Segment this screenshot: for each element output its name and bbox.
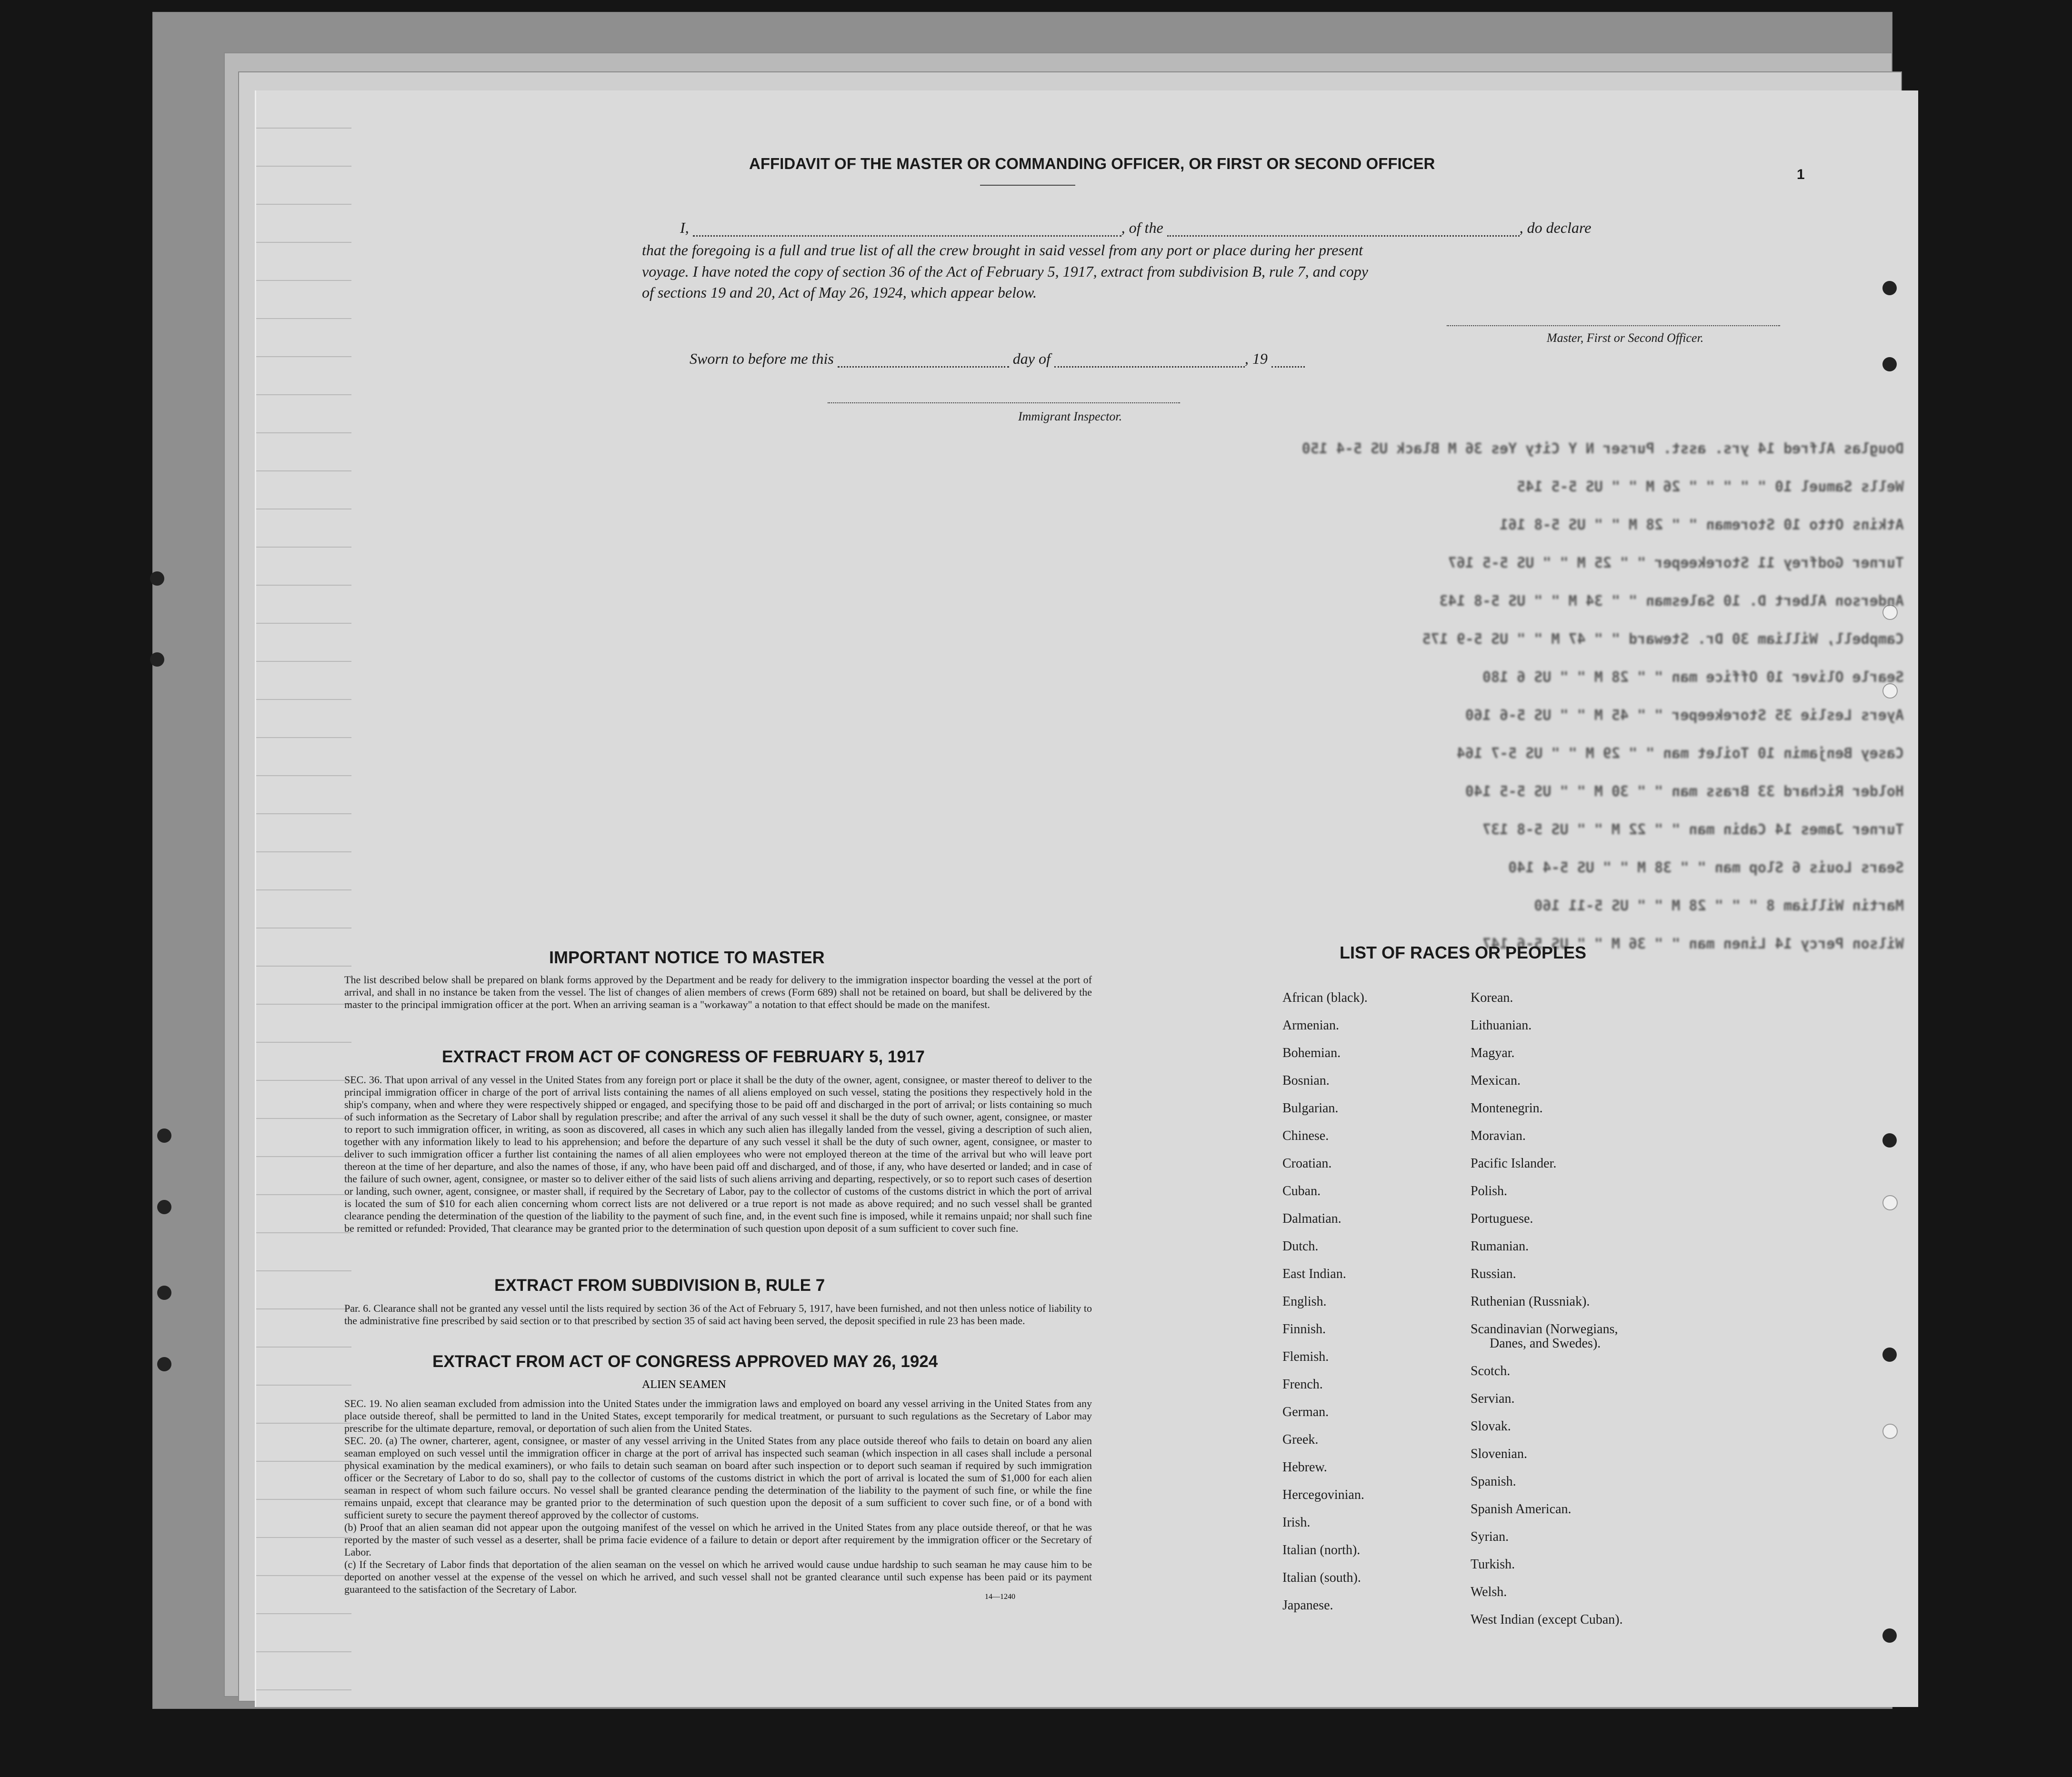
race-item: Dutch. — [1282, 1239, 1319, 1254]
race-item: Dalmatian. — [1282, 1211, 1341, 1226]
race-item: Italian (north). — [1282, 1543, 1361, 1557]
affidavit-i: I, — [680, 219, 689, 236]
bleed-row: Turner James 14 Cabin man " " 22 M " " US 5-8 137 — [1482, 821, 1904, 838]
races-title: LIST OF RACES OR PEOPLES — [1340, 943, 1587, 962]
punch-hole-icon — [1882, 1628, 1897, 1643]
race-item: Croatian. — [1282, 1156, 1332, 1171]
extract1-title: EXTRACT FROM ACT OF CONGRESS OF FEBRUARY 5, 1917 — [442, 1048, 925, 1066]
extract2-title: EXTRACT FROM SUBDIVISION B, RULE 7 — [494, 1276, 825, 1295]
race-item: Flemish. — [1282, 1349, 1329, 1364]
affidavit-line-4: of sections 19 and 20, Act of May 26, 1924, which appear below. — [642, 284, 1037, 301]
race-item: Polish. — [1471, 1184, 1508, 1198]
race-item: Italian (south). — [1282, 1570, 1361, 1585]
bleed-row: Ayers Leslie 35 Storekeeper " " 45 M " " US 5-6 160 — [1465, 707, 1904, 724]
extract1-text: SEC. 36. That upon arrival of any vessel in the United States from any foreign port or place it shall be the duty of the owner, agent, consignee, or master thereof to deliver to the principal immigration officer in charge of the port of arrival lists containing the names of all aliens employed on such vessel, stating the positions they respectively hold in the ship's company, when and where they were respectively shipped or engaged, and specifying those to be paid off and discharged in the port of arrival; or lists containing so much of such information as the Secretary of Labor shall by regulation prescribe; and after the arrival of any such vessel it shall be the duty of such owner, agent, consignee, or master to report to such immigration officer, in writing, as soon as discovered, all cases in which any such alien has illegally landed from the vessel, giving a description of such alien, together with any information likely to lead to his apprehension; and before the departure of any such vessel it shall be the duty of such owner, agent, consignee, or master to deliver to such immigration officer a further list containing the names of all alien employees who were not employed thereon at the time of the arrival but who will leave port thereon at the time of her departure, and also the names of those, if any, who have been paid off and discharged, and of those, if any, who have deserted or landed; and in case of the failure of such owner, agent, consignee, or master so to deliver either of the said lists of such aliens arriving and departing, respectively, or so to report such cases of desertion or landing, such owner, agent, consignee, or master shall, if required by the Secretary of Labor, pay to the collector of customs of the customs district in which the port of arrival is located the sum of $10 for each alien concerning whom correct lists are not delivered or a true report is not made as above required; and no such vessel shall be granted clearance pending the determination of the question of the liability to the payment of such fine, and, in the event such fine is imposed, while it remains unpaid; nor shall such fine be remitted or refunded: Provided, That clearance may be granted prior to the determination of such question upon deposit of a sum sufficient to cover such fine. — [344, 1074, 1092, 1234]
race-item: Finnish. — [1282, 1322, 1326, 1337]
race-item: Servian. — [1471, 1391, 1515, 1406]
race-item: Chinese. — [1282, 1128, 1329, 1143]
sworn-line — [690, 350, 1305, 368]
race-item: English. — [1282, 1294, 1327, 1309]
form-number: 14—1240 — [985, 1593, 1015, 1601]
race-item: African (black). — [1282, 990, 1368, 1005]
affidavit-line-1 — [680, 219, 1871, 237]
sworn-year-field[interactable] — [1271, 366, 1305, 368]
extract3-text — [344, 1398, 1092, 1596]
race-item: Rumanian. — [1471, 1239, 1529, 1254]
race-item: Hercegovinian. — [1282, 1487, 1364, 1502]
year-text: , 19 — [1244, 350, 1268, 367]
extract2-text: Par. 6. Clearance shall not be granted any vessel until the lists required by section 36 of the Act of February 5, 1917, have been furnished, and not then unless notice of liability to the administrative fine prescribed by said section or to that prescribed by section 35 of said act having been served, the deposit specified in rule 23 has been made. — [344, 1302, 1092, 1327]
race-item: Pacific Islander. — [1471, 1156, 1557, 1171]
affidavit-line-2: that the foregoing is a full and true list of all the crew brought in said vessel from any port or place during her present — [642, 241, 1363, 259]
bleed-row: Wilson Percy 14 Linen man " " 36 M " " US 5-6 147 — [1482, 936, 1904, 952]
race-item: Russian. — [1471, 1267, 1516, 1281]
bleed-row: Campbell, William 30 Dr. Steward " " 47 M " " US 5-9 175 — [1422, 631, 1904, 648]
punch-hole-icon — [1882, 1133, 1897, 1148]
race-item: Danes, and Swedes). — [1490, 1336, 1601, 1351]
race-item: Bohemian. — [1282, 1046, 1341, 1060]
bleed-row: Casey Benjamin 10 Toilet man " " 29 M " " US 5-7 164 — [1456, 745, 1904, 762]
inspector-signature-line[interactable] — [828, 402, 1180, 403]
sec20c-text: (c) If the Secretary of Labor finds that deportation of the alien seaman on the vessel on which he arrived would cause undue hardship to such seaman he may cause him to be deported on another vessel at the expense of the vessel on which he arrived, and such vessel shall not be granted clearance until such expense has been paid or its payment guaranteed to the satisfaction of the Secretary of Labor. — [344, 1558, 1092, 1595]
race-item: Slovenian. — [1471, 1447, 1527, 1461]
binder-hole-icon — [150, 652, 164, 667]
race-item: Cuban. — [1282, 1184, 1321, 1198]
race-item: Spanish American. — [1471, 1502, 1572, 1517]
bleed-row: Anderson Albert D. 10 Salesman " " 34 M " " US 5-8 143 — [1439, 593, 1904, 609]
binder-hole-icon — [157, 1200, 171, 1214]
race-item: Turkish. — [1471, 1557, 1515, 1572]
bleed-row: Sears Louis 6 Slop man " " 38 M " " US 5-4 140 — [1508, 859, 1904, 876]
binder-hole-icon — [157, 1357, 171, 1371]
affidavit-line-3: voyage. I have noted the copy of section 36 of the Act of February 5, 1917, extract from subdivision B, rule 7, and copy — [642, 263, 1368, 280]
extract3-title: EXTRACT FROM ACT OF CONGRESS APPROVED MAY 26, 1924 — [432, 1352, 938, 1371]
affidavit-do-declare: , do declare — [1519, 219, 1592, 236]
binder-hole-icon — [150, 571, 164, 586]
race-item: Bulgarian. — [1282, 1101, 1339, 1116]
race-item: German. — [1282, 1405, 1329, 1419]
bleed-row: Turner Godfrey 11 Storekeeper " " 25 M " " US 5-5 167 — [1448, 555, 1904, 571]
race-item: East Indian. — [1282, 1267, 1346, 1281]
race-item: Greek. — [1282, 1432, 1319, 1447]
race-item: West Indian (except Cuban). — [1471, 1612, 1623, 1627]
race-item: Armenian. — [1282, 1018, 1339, 1033]
bleed-row: Atkins Otto 10 Storeman " " 28 M " " US 5-8 161 — [1500, 517, 1904, 533]
punch-hole-icon — [1882, 1424, 1898, 1439]
day-of-text: day of — [1012, 350, 1051, 367]
name-blank-field[interactable] — [693, 235, 1121, 237]
bleed-row: Holder Richard 33 Brass man " " 30 M " " US 5-5 140 — [1465, 783, 1904, 800]
bleed-row: Martin William 8 " " " 28 M " " US 5-11 160 — [1534, 898, 1904, 914]
sec20b-text: (b) Proof that an alien seaman did not appear upon the outgoing manifest of the vessel on which he arrived in the United States from any place outside thereof, or that he was reported by the master of such vessel as a deserter, shall be prima facie evidence of a failure to detain or deport after requirement by the immigration officer or the Secretary of Labor. — [344, 1521, 1092, 1558]
notice-text: The list described below shall be prepared on blank forms approved by the Department and be ready for delivery to the immigration inspector boarding the vessel at the port of arrival, and shall in no instance be taken from the vessel. The list of changes of alien members of crews (Form 689) shall not be retained on board, but shall be delivered by the master to the principal immigration officer at the port. When an arriving seaman is a "workaway" a notation to that effect should be made on the manifest. — [344, 974, 1092, 1010]
race-item: Ruthenian (Russniak). — [1471, 1294, 1590, 1309]
punch-hole-icon — [1882, 357, 1897, 371]
race-item: Syrian. — [1471, 1529, 1509, 1544]
page-number: 1 — [1797, 167, 1805, 182]
bleed-row: Searle Oliver 10 Office man " " 28 M " " US 6 180 — [1482, 669, 1904, 686]
race-item: Slovak. — [1471, 1419, 1511, 1434]
sec19-text: SEC. 19. No alien seaman excluded from admission into the United States under the immigration laws and employed on board any vessel arriving in the United States from any place outside thereof, shall be permitted to land in the United States, except temporarily for medical treatment, or pursuant to such regulations as the Secretary of Labor may prescribe for the ultimate departure, removal, or deportation of such alien from the United States. — [344, 1398, 1092, 1434]
notice-title: IMPORTANT NOTICE TO MASTER — [549, 948, 825, 967]
punch-hole-icon — [1882, 281, 1897, 295]
sworn-text: Sworn to before me this — [690, 350, 834, 367]
affidavit-of-the: , of the — [1121, 219, 1163, 236]
race-item: Magyar. — [1471, 1046, 1515, 1060]
sec20a-text: SEC. 20. (a) The owner, charterer, agent, consignee, or master of any vessel arriving in the United States from any place outside thereof who fails to detain on board any alien seaman employed on such vessel until the immigration officer in charge at the port of arrival has inspected such seaman (which inspection in all cases shall include a personal physical examination by the medical examiners), or who fails to detain such seaman on board after such inspection or to deport such seaman if required by such immigration officer or the Secretary of Labor to do so, shall pay to the collector of customs of the customs district in which the port of arrival is located the sum of $1,000 for each alien seaman in respect of whom such failure occurs. No vessel shall be granted clearance pending the determination of the liability to the payment of such fine, or while the fine remains unpaid, except that clearance may be granted prior to the determination of such question upon the deposit of a sum sufficient to cover such fine, or of a bond with sufficient surety to secure the payment thereof approved by the collector of customs. — [344, 1435, 1092, 1521]
race-item: Lithuanian. — [1471, 1018, 1532, 1033]
bleed-row: Wells Samuel 10 " " " " " 26 M " " US 5-5 145 — [1517, 479, 1904, 495]
race-item: Scotch. — [1471, 1364, 1511, 1378]
bleed-row: Douglas Alfred 14 yrs. asst. Purser N Y City Yes 36 M Black US 5-4 150 — [1301, 440, 1904, 457]
races-right-column — [1471, 990, 1709, 1640]
race-item: Irish. — [1282, 1515, 1311, 1530]
sworn-month-field[interactable] — [1054, 366, 1245, 368]
inspector-label: Immigrant Inspector. — [1018, 409, 1122, 423]
master-label: Master, First or Second Officer. — [1547, 331, 1704, 345]
binder-hole-icon — [157, 1128, 171, 1143]
sworn-day-field[interactable] — [838, 366, 1009, 368]
punch-hole-icon — [1882, 1195, 1898, 1210]
title-underline — [980, 185, 1075, 186]
race-item: Bosnian. — [1282, 1073, 1330, 1088]
race-item: Portuguese. — [1471, 1211, 1533, 1226]
race-item: Japanese. — [1282, 1598, 1333, 1613]
race-item: Spanish. — [1471, 1474, 1516, 1489]
race-item: Montenegrin. — [1471, 1101, 1543, 1116]
alien-seamen-subtitle: ALIEN SEAMEN — [642, 1378, 726, 1391]
race-item: Hebrew. — [1282, 1460, 1327, 1475]
binder-hole-icon — [157, 1286, 171, 1300]
manifest-page — [255, 90, 1918, 1707]
punch-hole-icon — [1882, 1348, 1897, 1362]
master-signature-line[interactable] — [1447, 325, 1780, 326]
ruled-margin — [256, 90, 351, 1707]
race-item: Korean. — [1471, 990, 1513, 1005]
affidavit-title: AFFIDAVIT OF THE MASTER OR COMMANDING OFFICER, OR FIRST OR SECOND OFFICER — [749, 155, 1435, 172]
race-item: Mexican. — [1471, 1073, 1521, 1088]
race-item: French. — [1282, 1377, 1323, 1392]
race-item: Scandinavian (Norwegians, — [1471, 1322, 1618, 1337]
race-item: Welsh. — [1471, 1585, 1507, 1599]
races-left-column — [1282, 990, 1463, 1626]
race-item: Moravian. — [1471, 1128, 1526, 1143]
vessel-blank-field[interactable] — [1167, 235, 1520, 237]
